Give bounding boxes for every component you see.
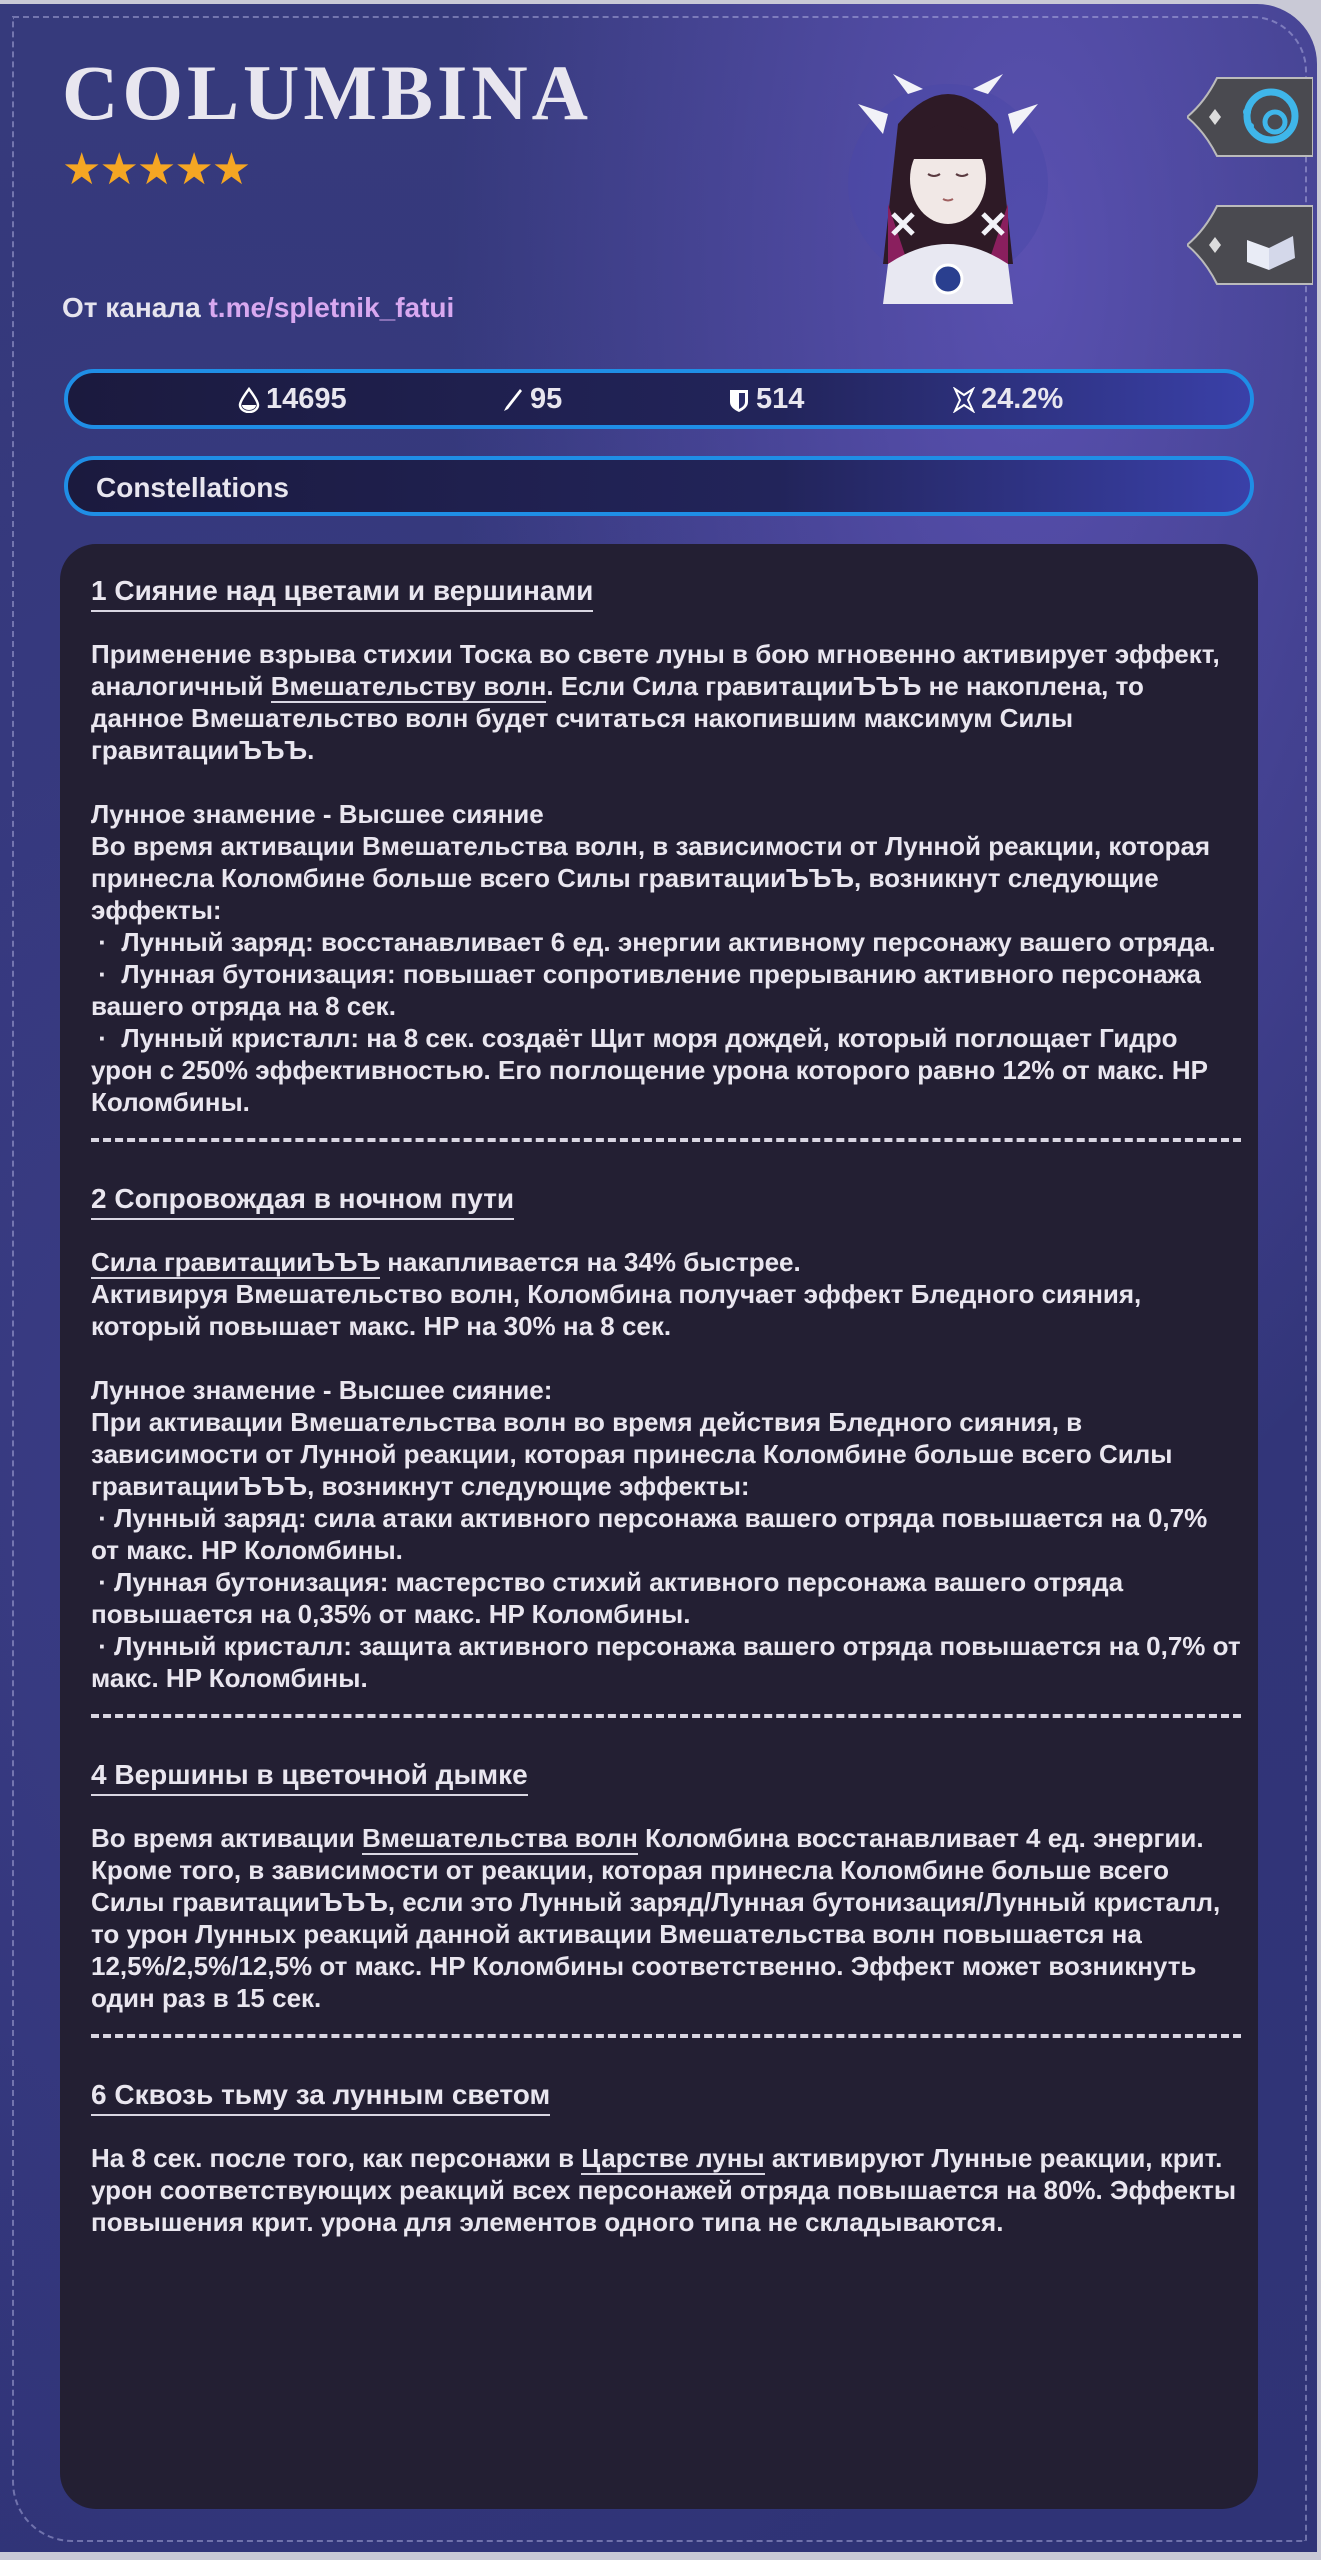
constellation-1 [91,574,1241,1118]
stat-crit-value: 24.2% [981,383,1064,415]
stat-atk-value: 95 [530,383,563,415]
stat-def [728,383,804,416]
constellation-title: 4 Вершины в цветочной дымке [91,1758,528,1796]
section-divider [91,1714,1241,1718]
constellation-6 [91,2078,1244,2238]
desc-text: накапливается на 34% быстрее. Активируя Вмешательство волн, Коломбина получает эффект Бледного сияния, который повышает макс. HP на 30% на 8 сек. [91,1247,1142,1341]
channel-credit [62,292,454,324]
atk-sword-icon [502,387,524,413]
desc-text: . Если Сила гравитацииЪЪЪ не накоплена, то данное Вмешательство волн будет считаться накопившим максимум Силы гравитацииЪЪЪ. [91,671,1152,765]
term-link[interactable]: Вмешательству волн [270,671,547,701]
desc-text: Во время активации [91,1823,362,1853]
lunar-omen-desc: Лунное знамение - Высшее сияние: При активации Вмешательства волн во время действия Бледного сияния, в зависимости от Лунной реакции, которая принесла Коломбине больше всего Силы гравитацииЪЪЪ, возникнут следующие эффекты: · Лунный заряд: сила атаки активного персонажа вашего отряда повышается на 0,7% от макс. HP Коломбины. · Лунная бутонизация: мастерство стихий активного персонажа вашего отряда повышается на 0,35% от макс. HP Коломбины. · Лунный кристалл: защита активного персонажа вашего отряда повышается на 0,7% от макс. HP Коломбины. [91,1375,1241,1693]
stat-crit [953,383,1063,416]
constellation-desc [91,638,1241,766]
constellation-desc [91,2142,1244,2238]
section-divider [91,2034,1241,2038]
channel-link[interactable]: t.me/spletnik_fatui [208,292,455,323]
constellations-panel [60,544,1258,2509]
constellations-title: Constellations [96,472,289,503]
character-portrait [848,64,1048,304]
character-name: COLUMBINA [62,49,593,136]
constellation-desc [91,1246,1241,1342]
constellations-header[interactable] [64,456,1254,516]
weapon-badge[interactable] [1187,200,1313,296]
catalyst-book-icon [1187,200,1313,296]
section-divider [91,1138,1241,1142]
character-card [0,4,1317,2552]
crit-star-icon [953,387,975,413]
term-link[interactable]: Сила гравитацииЪЪЪ [91,1247,381,1277]
def-shield-icon [728,387,750,413]
constellation-desc [91,1822,1241,2014]
desc-text: На 8 сек. после того, как персонажи в [91,2143,582,2173]
desc-text: активируют Лунные реакции, крит. урон соответствующих реакций всех персонажей отряда повышается на 80%. Эффекты повышения крит. урона для элементов одного типа не складываются. [91,2143,1244,2237]
lunar-omen-desc: Лунное знамение - Высшее сияние Во время активации Вмешательства волн, в зависимости от Лунной реакции, которая принесла Коломбине больше всего Силы гравитацииЪЪЪ, возникнут следующие эффекты: · Лунный заряд: восстанавливает 6 ед. энергии активному персонажу вашего отряда. · Лунная бутонизация: повышает сопротивление прерыванию активного персонажа вашего отряда на 8 сек. · Лунный кристалл: на 8 сек. создаёт Щит моря дождей, который поглощает Гидро урон с 250% эффективностью. Его поглощение урона которого равно 12% от макс. HP Коломбины. [91,799,1216,1117]
element-badge[interactable] [1187,72,1313,168]
desc-text: Применение взрыва стихии Тоска во свете луны в бою мгновенно активирует эффект, аналогичный [91,639,1227,701]
constellation-2 [91,1182,1241,1694]
constellation-title: 2 Сопровождая в ночном пути [91,1182,514,1220]
term-link[interactable]: Вмешательства волн [361,1823,638,1853]
channel-prefix: От канала [62,292,201,323]
stat-hp-value: 14695 [266,383,347,415]
hydro-icon [1187,72,1313,168]
stat-def-value: 514 [756,383,805,415]
term-link[interactable]: Царстве луны [581,2143,765,2173]
stats-bar [64,369,1254,429]
stat-atk [502,383,562,416]
stat-hp [238,383,347,416]
constellation-title: 1 Сияние над цветами и вершинами [91,574,593,612]
rarity-stars: ★★★★★ [62,145,250,194]
hp-drop-icon [238,387,260,413]
constellation-4 [91,1758,1241,2014]
constellation-title: 6 Сквозь тьму за лунным светом [91,2078,550,2116]
desc-text: Коломбина восстанавливает 4 ед. энергии. Кроме того, в зависимости от реакции, которая принесла Коломбине больше всего Силы гравитацииЪЪЪ, если это Лунный заряд/Лунная бутонизация/Лунный кристалл, то урон Лунных реакций данной активации Вмешательства волн повышается на 12,5%/2,5%/12,5% от макс. HP Коломбины соответственно. Эффект может возникнуть один раз в 15 сек. [91,1823,1221,2013]
